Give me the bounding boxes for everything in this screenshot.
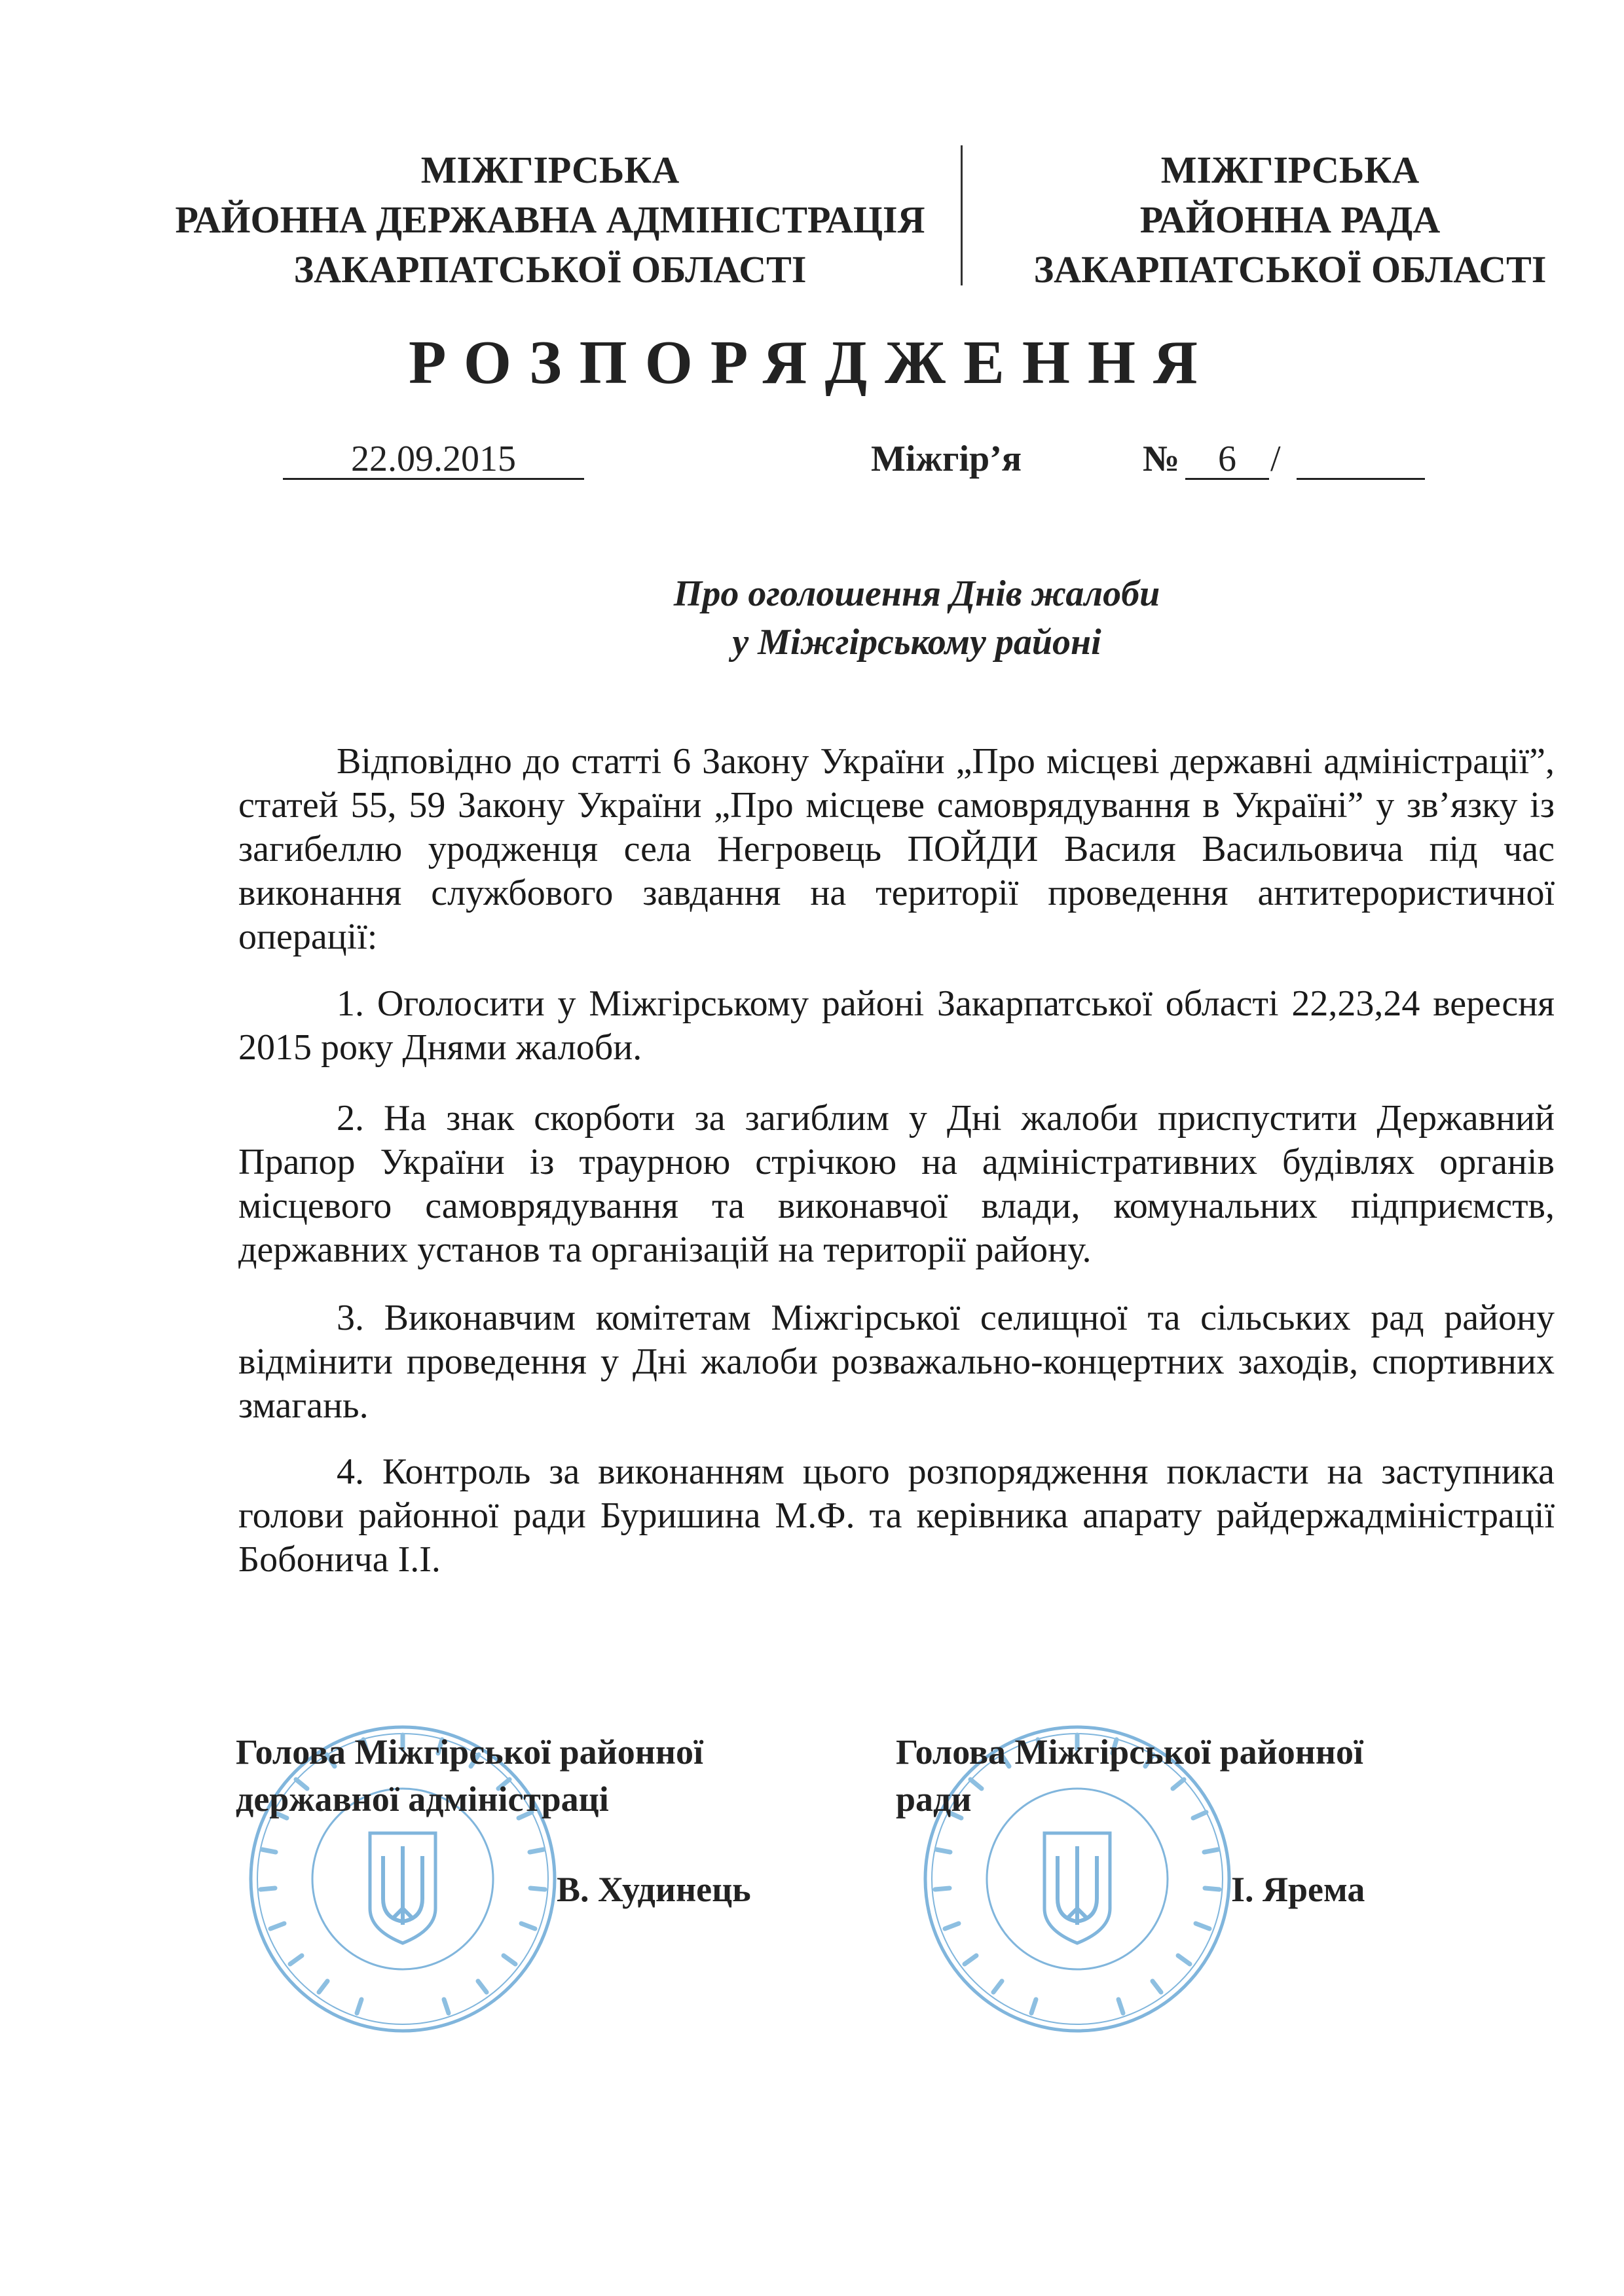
- subject-line2: у Міжгірському районі: [732, 622, 1101, 663]
- issuer-left: [144, 145, 956, 295]
- signatory-right-title: [896, 1728, 1485, 1823]
- issuer-right-line3: ЗАКАРПАТСЬКОЇ ОБЛАСТІ: [1033, 248, 1547, 291]
- signatory-right-title-line2: ради: [896, 1779, 972, 1819]
- document-type-title: РОЗПОРЯДЖЕННЯ: [409, 329, 1215, 397]
- signatory-left-title-line2: державної адміністраці: [236, 1779, 609, 1819]
- signatory-left-name: В. Худинець: [557, 1870, 751, 1909]
- issuer-right-line2: РАЙОННА РАДА: [1139, 198, 1441, 241]
- signatory-right-name: І. Ярема: [1231, 1870, 1365, 1909]
- document-date: 22.09.2015: [283, 436, 584, 480]
- signatory-left-title: [236, 1728, 825, 1823]
- order-item-1: 1. Оголосити у Міжгірському районі Закарпатської області 22,23,24 вересня 2015 року Днями жалоби.: [238, 983, 1555, 1068]
- issuer-left-line3: ЗАКАРПАТСЬКОЇ ОБЛАСТІ: [293, 248, 807, 291]
- order-item-4: 4. Контроль за виконанням цього розпорядження покласти на заступника голови районної ради Буришина М.Ф. та керівника апарату райдержадміністрації Бобонича І.І.: [238, 1451, 1555, 1580]
- order-item-2: 2. На знак скорботи за загиблим у Дні жалоби приспустити Державний Прапор України із траурною стрічкою на адміністративних будівлях органів місцевого самоврядування та виконавчої влади, комунальних підприємств, державних установ та організацій на території району.: [238, 1098, 1555, 1270]
- subject-line1: Про оголошення Днів жалоби: [673, 574, 1160, 614]
- document-number-separator: /: [1270, 439, 1281, 479]
- issuer-left-line2: РАЙОННА ДЕРЖАВНА АДМІНІСТРАЦІЯ: [175, 198, 925, 241]
- document-number-label: №: [1143, 439, 1180, 479]
- signatory-right-title-line1: Голова Міжгірської районної: [896, 1732, 1363, 1772]
- issuer-right-line1: МІЖГІРСЬКА: [1160, 149, 1420, 191]
- preamble-paragraph: Відповідно до статті 6 Закону України „Про місцеві державні адміністрації”, статей 55, 59 Закону України „Про місцеве самоврядування в Україні” у зв’язку із загибеллю уродженця села Негровець ПОЙДИ Василя Васильовича під час виконання службового завдання на території проведення антитерористичної операції:: [238, 741, 1555, 957]
- issuer-right: [982, 145, 1598, 295]
- order-item-3: 3. Виконавчим комітетам Міжгірської селищної та сільських рад району відмінити проведення у Дні жалоби розважально-концертних заходів, спортивних змагань.: [238, 1298, 1555, 1426]
- document-subject: [589, 570, 1244, 666]
- signatory-left-title-line1: Голова Міжгірської районної: [236, 1732, 703, 1772]
- header-divider: [961, 145, 963, 285]
- document-place: Міжгір’я: [871, 439, 1022, 479]
- document-number: 6: [1185, 436, 1269, 480]
- issuer-left-line1: МІЖГІРСЬКА: [420, 149, 680, 191]
- document-number-suffix-blank: [1297, 436, 1425, 480]
